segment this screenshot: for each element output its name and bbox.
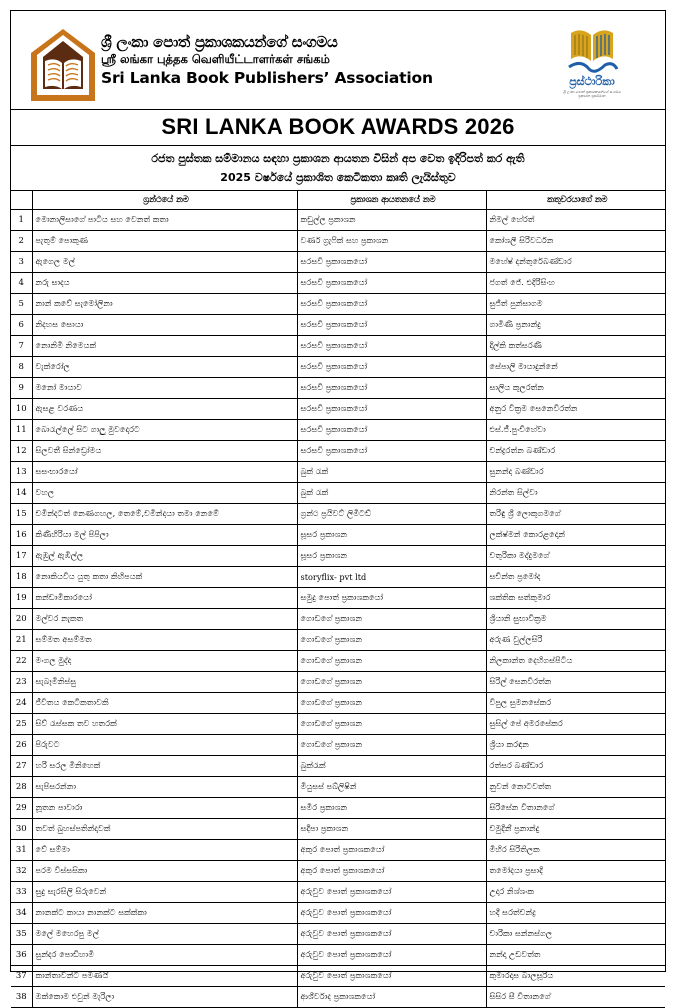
table-row [11, 986, 665, 1007]
table-row [11, 671, 665, 692]
table-row [11, 860, 665, 881]
book-title: වැක්රෝල [32, 356, 297, 377]
table-row [11, 713, 665, 734]
author-name: සිරිසේන විතානගේ [486, 797, 665, 818]
table-row [11, 944, 665, 965]
publisher-name: සරසවි ප්‍රකාශකයෝ [297, 377, 486, 398]
table-row [11, 335, 665, 356]
publisher-name: අරුවුව පොත් ප්‍රකාශකයෝ [297, 944, 486, 965]
row-number: 37 [11, 965, 32, 986]
author-name: ශ්‍රියානි සුභාවික්‍රම [486, 608, 665, 629]
table-row [11, 272, 665, 293]
book-title: කන්ඩාමීකාරයෝ [32, 587, 297, 608]
open-book-emblem-icon [559, 23, 625, 89]
table-row [11, 629, 665, 650]
book-title: ඇගෙල මල් [32, 251, 297, 272]
author-name: තමෝදයා ප්‍රසාදි [486, 860, 665, 881]
row-number: 5 [11, 293, 32, 314]
book-title: ඇඹුල් ඇඹිල්ල [32, 545, 297, 566]
tagline-line-2: ප්‍රකාශන ප්‍රසම්මාන [578, 94, 606, 99]
table-row [11, 692, 665, 713]
author-name: අරුණ වුල්ලසිරි [486, 629, 665, 650]
publisher-name: සදීපා ප්‍රකාශන [297, 818, 486, 839]
author-name: සචින්ත ප්‍රමෝද [486, 566, 665, 587]
table-row [11, 293, 665, 314]
row-number: 1 [11, 209, 32, 230]
publisher-name: සරසවි ප්‍රකාශකයෝ [297, 440, 486, 461]
table-row [11, 755, 665, 776]
publisher-name: අරුවුව පොත් ප්‍රකාශකයෝ [297, 965, 486, 986]
book-title: සුදු සැරසිලි සිරුවෙන් [32, 881, 297, 902]
book-title: නානක්ට කායා නානක්ට සක්ක්කා [32, 902, 297, 923]
author-name: නන්දා උඩවත්ත [486, 944, 665, 965]
table-row [11, 881, 665, 902]
row-number: 7 [11, 335, 32, 356]
book-title: සම්මත අසම්මත [32, 629, 297, 650]
row-number: 34 [11, 902, 32, 923]
table-row [11, 503, 665, 524]
subtitle-line-2: 2025 වර්ෂයේ ප්‍රකාශිත කෙටිකතා කෘති ලැයිස්තුව [220, 171, 456, 184]
author-name: ජගත් ජේ. එදිරිසිංහ [486, 272, 665, 293]
book-title: ජීවිතය කෙටිකතාවකි [32, 692, 297, 713]
book-title: සැබෑමිනිස්සු [32, 671, 297, 692]
publisher-name: සරසවි ප්‍රකාශකයෝ [297, 272, 486, 293]
author-name: ශ්‍රියා කරඳන [486, 734, 665, 755]
publisher-name: ගොඩගේ ප්‍රකාශන [297, 713, 486, 734]
row-number: 18 [11, 566, 32, 587]
publisher-name: ගොඩගේ ප්‍රකාශන [297, 608, 486, 629]
row-number: 25 [11, 713, 32, 734]
publisher-name: සමුදු පොත් ප්‍රකාශකයෝ [297, 587, 486, 608]
publisher-name: බුක් රැක් [297, 461, 486, 482]
author-name: නිරන්ත සිල්වා [486, 482, 665, 503]
row-number: 8 [11, 356, 32, 377]
row-number: 16 [11, 524, 32, 545]
col-header-author: කතුවරයාගේ නම [486, 190, 665, 209]
org-name-sinhala: ශ්‍රී ලංකා පොත් ප්‍රකාශකයන්ගේ සංගමය [101, 33, 338, 51]
table-row [11, 482, 665, 503]
book-title: තවත් බුහස්පතින්දාවක් [32, 818, 297, 839]
author-name: චතුරිකා මද්දුමගේ [486, 545, 665, 566]
row-number: 20 [11, 608, 32, 629]
table-row [11, 923, 665, 944]
author-name: මහේෂ් දන්තුරේබණ්ඩාර [486, 251, 665, 272]
letterhead [11, 11, 665, 110]
row-number: 24 [11, 692, 32, 713]
author-name: චන්ද්‍රරත්න බණ්ඩාර [486, 440, 665, 461]
table-row [11, 209, 665, 230]
association-name-block [101, 35, 433, 86]
book-title: නොකියවිය යුතු කතා කිහිපයක් [32, 566, 297, 587]
author-name: සුජිත් පුන්සාගම [486, 293, 665, 314]
row-number: 4 [11, 272, 32, 293]
awards-tagline [559, 90, 625, 98]
book-title: නිදහස සොයා [32, 314, 297, 335]
author-name: දිල්කි කත්සරණී [486, 335, 665, 356]
row-number: 28 [11, 776, 32, 797]
org-name-tamil: ஸ்ரீ லங்கா புத்தக வெளியீட்டாளர்கள் சங்கம் [101, 52, 330, 66]
book-title: සුන්දර පොඩිහාමි [32, 944, 297, 965]
book-title: සැපිසරන්නා [32, 776, 297, 797]
book-title: ඇසළ වරණය [32, 398, 297, 419]
col-header-publisher: ප්‍රකාශන ආයතනයේ නම [297, 190, 486, 209]
publisher-name: අරුවුව පොත් ප්‍රකාශකයෝ [297, 902, 486, 923]
table-row [11, 377, 665, 398]
publisher-name: සූසර ප්‍රකාශන [297, 524, 486, 545]
row-number: 30 [11, 818, 32, 839]
row-number: 3 [11, 251, 32, 272]
author-name: ලක්ෂ්මන් කොරළදොන් [486, 524, 665, 545]
row-number: 9 [11, 377, 32, 398]
publisher-name: ගොඩගේ ප්‍රකාශන [297, 629, 486, 650]
table-row [11, 797, 665, 818]
book-title: නාන් කවේ සැමෝලිනා [32, 293, 297, 314]
author-name: චාරිකා සන්නස්ගල [486, 923, 665, 944]
publisher-name: බුක් රැක් [297, 482, 486, 503]
awards-logo [559, 23, 625, 107]
row-number: 12 [11, 440, 32, 461]
publisher-name: ආශීර්වාද ප්‍රකාශකයෝ [297, 986, 486, 1007]
author-name: චමුදිනී ප්‍රනාන්දු [486, 818, 665, 839]
publisher-name: අරුවුව පොත් ප්‍රකාශකයෝ [297, 923, 486, 944]
book-title: සිලවතී සින්ඩ්‍රෝමය [32, 440, 297, 461]
author-name: සුසිල් පේ අමරසේකර [486, 713, 665, 734]
publisher-name: සරසවි ප්‍රකාශකයෝ [297, 419, 486, 440]
book-title: සිව් රැස්සක තව හතරක් [32, 713, 297, 734]
publisher-name: සරසවි ප්‍රකාශකයෝ [297, 398, 486, 419]
table-row [11, 398, 665, 419]
author-name: සුනන්ද බණ්ඩාර [486, 461, 665, 482]
table-row [11, 839, 665, 860]
row-number: 38 [11, 986, 32, 1007]
book-title: නරු සාදය [32, 272, 297, 293]
row-number: 32 [11, 860, 32, 881]
author-name: සේපාලි මායාදුන්නේ [486, 356, 665, 377]
author-name: අනුර වික්‍රම සෙනෙවිරත්න [486, 398, 665, 419]
row-number: 33 [11, 881, 32, 902]
table-row [11, 545, 665, 566]
row-number: 26 [11, 734, 32, 755]
author-name: ගාමිණී ප්‍රනාන්දු [486, 314, 665, 335]
publisher-name: ගොඩගේ ප්‍රකාශන [297, 650, 486, 671]
publisher-name: සරසවි ප්‍රකාශකයෝ [297, 356, 486, 377]
author-name: සිරිල් සෙනවිරත්න [486, 671, 665, 692]
table-row [11, 650, 665, 671]
book-title: කිණිහිරියා මල් පිපිලා [32, 524, 297, 545]
book-title: කාන්තාවන්ට පමණයි [32, 965, 297, 986]
table-row [11, 230, 665, 251]
row-number: 6 [11, 314, 32, 335]
page-title: SRI LANKA BOOK AWARDS 2026 [161, 114, 515, 139]
subtitle-line-1: රජත පුස්තක සම්මානය සඳහා ප්‍රකාශන ආයතන විසින් අප වෙත ඉදිරිපත් කර ඇති [151, 152, 525, 165]
book-title: බොරැල්ලේ සිට ගාලු මුවදොරට [32, 419, 297, 440]
publisher-name: storyflix- pvt ltd [297, 566, 486, 587]
publisher-name: බුක්රැක් [297, 755, 486, 776]
publisher-name: ගොඩගේ ප්‍රකාශන [297, 734, 486, 755]
publisher-name: ගොඩගේ ප්‍රකාශන [297, 692, 486, 713]
publisher-name: අරුවුව පොත් ප්‍රකාශකයෝ [297, 881, 486, 902]
book-title: මනෝ මායාව [32, 377, 297, 398]
publisher-name: මියුසස් පබ්ලිෂින් [297, 776, 486, 797]
author-name: ශක්තික සත්කුමාර [486, 587, 665, 608]
col-header-number [11, 190, 32, 209]
row-number: 22 [11, 650, 32, 671]
table-row [11, 314, 665, 335]
book-list-table [11, 190, 665, 1008]
table-row [11, 734, 665, 755]
publisher-name: කඩුල්ල ප්‍රකාශන [297, 209, 486, 230]
book-title: වේ සම්මා [32, 839, 297, 860]
row-number: 29 [11, 797, 32, 818]
author-name: සාලිය කුලරත්න [486, 377, 665, 398]
publisher-name: සරසවි ප්‍රකාශකයෝ [297, 314, 486, 335]
row-number: 13 [11, 461, 32, 482]
author-name: නිලකාන්ත දෙහිගස්පිටිය [486, 650, 665, 671]
row-number: 11 [11, 419, 32, 440]
publisher-name: අකුර පොත් ප්‍රකාශකයෝ [297, 839, 486, 860]
table-row [11, 776, 665, 797]
book-title: මලේ මහෙරපු මල් [32, 923, 297, 944]
row-number: 2 [11, 230, 32, 251]
publisher-name: අකුර පොත් ප්‍රකාශකයෝ [297, 860, 486, 881]
author-name: රත්සර බණ්ඩාර [486, 755, 665, 776]
table-body [11, 209, 665, 1007]
publisher-name: වර්ණ ග්‍රැෆික් සහ ප්‍රකාශන [297, 230, 486, 251]
author-name: එස්.ජී.පුංචිහේවා [486, 419, 665, 440]
row-number: 17 [11, 545, 32, 566]
table-row [11, 965, 665, 986]
table-row [11, 419, 665, 440]
publisher-name: සරසවි ප්‍රකාශකයෝ [297, 335, 486, 356]
row-number: 21 [11, 629, 32, 650]
publisher-name: සරසවි ප්‍රකාශකයෝ [297, 251, 486, 272]
table-row [11, 524, 665, 545]
table-row [11, 566, 665, 587]
row-number: 14 [11, 482, 32, 503]
row-number: 35 [11, 923, 32, 944]
table-header-row [11, 190, 665, 209]
author-name: උදාර නිශ්ශංක [486, 881, 665, 902]
book-title: වහල [32, 482, 297, 503]
table-row [11, 356, 665, 377]
table-row [11, 902, 665, 923]
book-title: මොනාලිසාගේ පාටිය සහ වෙනත් කතා [32, 209, 297, 230]
author-name: නිමල් හේරත් [486, 209, 665, 230]
book-title: චමින්දටත් නෙණගහල, තෙමේ,චමින්දයා තමා නෙමේ [32, 503, 297, 524]
document-frame [10, 10, 666, 1002]
row-number: 23 [11, 671, 32, 692]
author-name: මිහිර සිරිතිලක [486, 839, 665, 860]
author-name: කෝශලී සිරිවර්ධන [486, 230, 665, 251]
row-number: 10 [11, 398, 32, 419]
book-title: පිරුවට [32, 734, 297, 755]
table-row [11, 461, 665, 482]
row-number: 36 [11, 944, 32, 965]
tagline-line-1: ශ්‍රී ලංකා පොත් ප්‍රකාශකයන්ගේ සංගමය [563, 90, 621, 94]
publisher-name: ගොඩගේ ප්‍රකාශන [297, 671, 486, 692]
org-name-english: Sri Lanka Book Publishers’ Association [101, 68, 433, 87]
row-number: 27 [11, 755, 32, 776]
book-title: මල්වර නැකත [32, 608, 297, 629]
author-name: විපුල සුමනසේකර [486, 692, 665, 713]
book-title: නොනිමි නිමෙයක් [32, 335, 297, 356]
association-book-logo [31, 29, 95, 101]
table-row [11, 608, 665, 629]
book-title: නූතන පාවාරා [32, 797, 297, 818]
col-header-book: ග්‍රන්ථයේ නම [32, 190, 297, 209]
publisher-name: සමීර ප්‍රකාශන [297, 797, 486, 818]
book-title: ඔක්කොම එවුන් මැරිලා [32, 986, 297, 1007]
author-name: සිසිර සී විතානගේ [486, 986, 665, 1007]
book-title: මංගල මුද්ද [32, 650, 297, 671]
author-name: තරිඳු ශ්‍රී ලොකුගමගේ [486, 503, 665, 524]
table-row [11, 818, 665, 839]
table-row [11, 251, 665, 272]
author-name: හදී සරත්චන්ද්‍ර [486, 902, 665, 923]
awards-wordmark: ප්‍රස්ථාරිකා [569, 75, 615, 88]
publisher-name: සූසර ප්‍රකාශන [297, 545, 486, 566]
publisher-name: සරසවි ප්‍රකාශකයෝ [297, 293, 486, 314]
book-title: පැතුම් පොකුණ [32, 230, 297, 251]
author-name: කුමාරදාස බාලසූරිය [486, 965, 665, 986]
publisher-name: ග්‍රන්ථ ප්‍රයිවට් ලිමිටඩ් [297, 503, 486, 524]
book-title: සසංභාරයෝ [32, 461, 297, 482]
title-row [11, 109, 665, 146]
row-number: 19 [11, 587, 32, 608]
table-row [11, 440, 665, 461]
book-title: පරම විස්සසිකා [32, 860, 297, 881]
row-number: 31 [11, 839, 32, 860]
subtitle-block [11, 146, 665, 191]
row-number: 15 [11, 503, 32, 524]
author-name: නුවන් නොටවත්ත [486, 776, 665, 797]
table-row [11, 587, 665, 608]
book-title: හරි සරල මිනිහෙක් [32, 755, 297, 776]
